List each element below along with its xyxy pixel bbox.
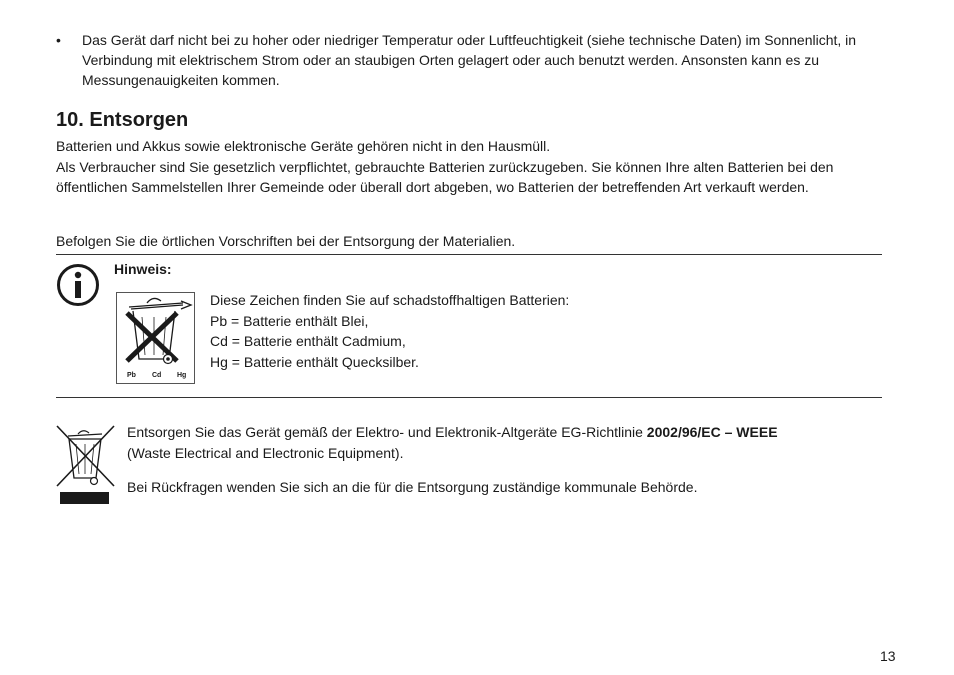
- label-hg: Hg: [177, 372, 187, 379]
- divider-bottom: [56, 397, 882, 398]
- note-line-pb: Pb = Batterie enthält Blei,: [210, 312, 369, 329]
- note-line-1: Diese Zeichen finden Sie auf schadstoffhaltigen Batterien:: [210, 292, 570, 308]
- page-number: 13: [880, 648, 896, 664]
- label-pb: Pb: [127, 372, 136, 379]
- weee-text-before: Entsorgen Sie das Gerät gemäß der Elektro- und Elektronik-Altgeräte EG-Richtlinie: [127, 424, 647, 440]
- note-title: Hinweis:: [114, 261, 172, 277]
- bullet-dot: •: [56, 32, 61, 48]
- weee-text: [127, 422, 887, 463]
- section-title: 10. Entsorgen: [56, 109, 189, 131]
- info-icon: [56, 263, 100, 307]
- divider-top: [56, 254, 882, 255]
- weee-directive: 2002/96/EC – WEEE: [646, 424, 778, 440]
- note-line-cd: Cd = Batterie enthält Cadmium,: [210, 333, 406, 349]
- bullet-text: Das Gerät darf nicht bei zu hoher oder niedriger Temperatur oder Luftfeuchtigkeit (siehe technische Daten) im Sonnenlicht, in Verbindung mit elektrischem Strom oder an staubigen Orten gelagert oder auch benutzt werden. Ansonsten kann es zu Messungenauigkeiten kommen.: [82, 32, 857, 88]
- disposal-paragraph-3: Befolgen Sie die örtlichen Vorschriften bei der Entsorgung der Materialien.: [56, 233, 516, 249]
- disposal-paragraph-2: Als Verbraucher sind Sie gesetzlich verpflichtet, gebrauchte Batterien zurückzugeben. Sie können Ihre alten Batterien bei den öffentlichen Sammelstellen Ihrer Gemeinde oder überall dort abgeben, wo Batterien der betreffenden Art verkauft werden.: [56, 158, 834, 195]
- label-cd: Cd: [152, 372, 162, 379]
- weee-text-after: (Waste Electrical and Electronic Equipment).: [127, 444, 404, 461]
- disposal-paragraph-1: Batterien und Akkus sowie elektronische Geräte gehören nicht in den Hausmüll.: [56, 138, 551, 154]
- battery-bin-icon: [116, 292, 195, 384]
- note-line-hg: Hg = Batterie enthält Quecksilber.: [210, 353, 419, 370]
- note-text: [210, 290, 569, 372]
- weee-bin-icon: [56, 424, 116, 506]
- weee-contact-text: Bei Rückfragen wenden Sie sich an die für die Entsorgung zuständige kommunale Behörde.: [127, 479, 698, 495]
